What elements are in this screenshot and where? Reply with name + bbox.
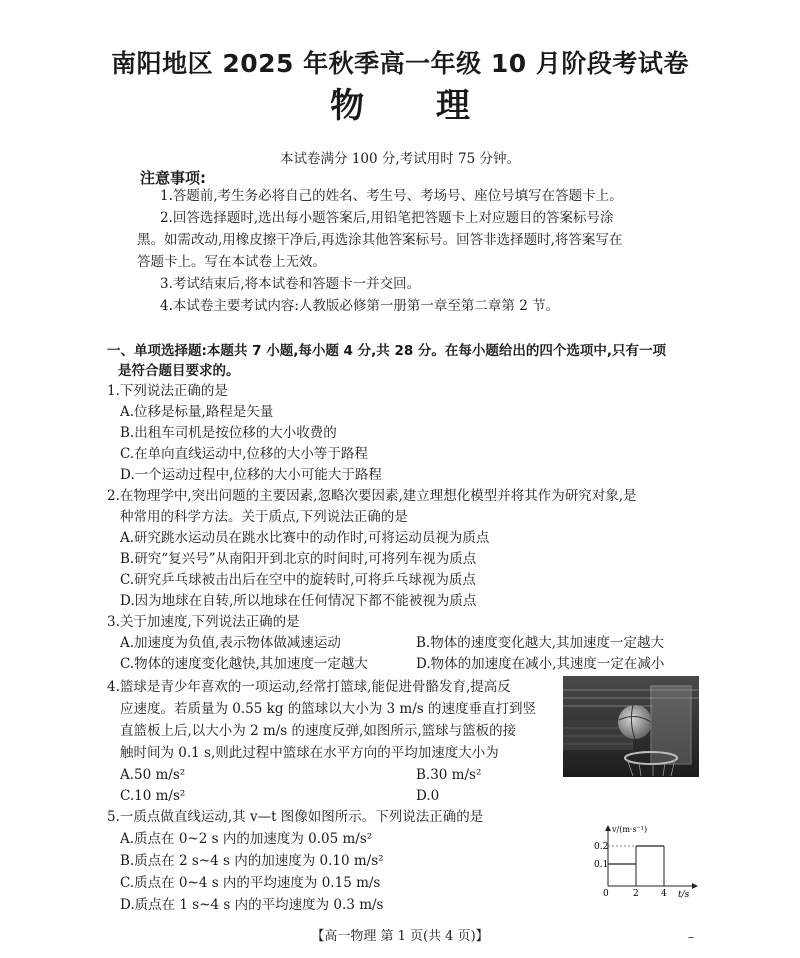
q4-stem-line1: 4.篮球是青少年喜欢的一项运动,经常打篮球,能促进骨骼发育,提高反 <box>107 679 511 695</box>
q5-option-a: A.质点在 0~2 s 内的加速度为 0.05 m/s² <box>120 831 373 847</box>
q4-option-b: B.30 m/s² <box>416 767 482 783</box>
exam-title: 南阳地区 2025 年秋季高一年级 10 月阶段考试卷 <box>111 49 689 78</box>
notice-item-4: 4.本试卷主要考试内容:人教版必修第一册第一章至第二章第 2 节。 <box>160 298 560 314</box>
exam-intro: 本试卷满分 100 分,考试用时 75 分钟。 <box>280 151 520 167</box>
q3-option-c: C.物体的速度变化越快,其加速度一定越大 <box>120 656 368 672</box>
vt-graph-svg <box>594 822 704 898</box>
notice-heading: 注意事项: <box>140 169 206 187</box>
notice-item-2: 2.回答选择题时,选出每小题答案后,用铅笔把答题卡上对应题目的答案标号涂 <box>160 210 614 226</box>
q4-option-d: D.0 <box>416 788 440 804</box>
y-axis-arrow <box>605 825 611 831</box>
q2-option-d: D.因为地球在自转,所以地球在任何情况下都不能被视为质点 <box>120 593 477 609</box>
section-heading-cont: 是符合题目要求的。 <box>118 363 240 379</box>
basketball-photo <box>563 676 699 777</box>
basketball-photo-illustration <box>563 676 699 777</box>
q3-option-d: D.物体的加速度在减小,其速度一定在减小 <box>416 656 665 672</box>
x-tick-4: 4 <box>661 889 667 898</box>
corner-mark: – <box>688 930 694 944</box>
q2-stem-cont: 种常用的科学方法。关于质点,下列说法正确的是 <box>120 509 408 525</box>
q2-stem: 2.在物理学中,突出问题的主要因素,忽略次要因素,建立理想化模型并将其作为研究对象,是 <box>107 488 637 504</box>
x-axis-label: t/s <box>678 890 690 898</box>
vt-graph <box>594 822 704 902</box>
notice-item-3: 3.考试结束后,将本试卷和答题卡一并交回。 <box>160 276 421 292</box>
q4-stem-line4: 触时间为 0.1 s,则此过程中篮球在水平方向的平均加速度大小为 <box>120 745 499 761</box>
q4-stem-line3: 直篮板上后,以大小为 2 m/s 的速度反弹,如图所示,篮球与篮板的接 <box>120 723 517 739</box>
q1-stem: 1.下列说法正确的是 <box>107 383 228 399</box>
q1-option-d: D.一个运动过程中,位移的大小可能大于路程 <box>120 467 382 483</box>
y-axis-label: v/(m·s⁻¹) <box>612 825 648 834</box>
q5-option-b: B.质点在 2 s~4 s 内的加速度为 0.10 m/s² <box>120 853 384 869</box>
y-tick-0-2: 0.2 <box>594 842 609 852</box>
q1-option-a: A.位移是标量,路程是矢量 <box>120 404 274 420</box>
x-tick-2: 2 <box>633 889 639 898</box>
q5-option-c: C.质点在 0~4 s 内的平均速度为 0.15 m/s <box>120 875 381 891</box>
q3-option-b: B.物体的速度变化越大,其加速度一定越大 <box>416 635 665 651</box>
q3-stem: 3.关于加速度,下列说法正确的是 <box>107 614 300 630</box>
subject-title: 物 理 <box>330 86 470 126</box>
q2-option-b: B.研究“复兴号”从南阳开到北京的时间时,可将列车视为质点 <box>120 551 477 567</box>
notice-item-2-cont2: 答题卡上。写在本试卷上无效。 <box>137 254 326 270</box>
q5-stem: 5.一质点做直线运动,其 v—t 图像如图所示。下列说法正确的是 <box>107 809 484 825</box>
y-tick-0-1: 0.1 <box>594 860 609 870</box>
origin-label: 0 <box>603 889 609 898</box>
q4-option-c: C.10 m/s² <box>120 788 186 804</box>
x-axis-arrow <box>692 883 698 889</box>
q5-option-d: D.质点在 1 s~4 s 内的平均速度为 0.3 m/s <box>120 897 384 913</box>
q2-option-a: A.研究跳水运动员在跳水比赛中的动作时,可将运动员视为质点 <box>120 530 490 546</box>
q3-option-a: A.加速度为负值,表示物体做减速运动 <box>120 635 341 651</box>
q2-option-c: C.研究乒乓球被击出后在空中的旋转时,可将乒乓球视为质点 <box>120 572 476 588</box>
notice-item-1: 1.答题前,考生务必将自己的姓名、考生号、考场号、座位号填写在答题卡上。 <box>160 188 623 204</box>
q1-option-b: B.出租车司机是按位移的大小收费的 <box>120 425 337 441</box>
q1-option-c: C.在单向直线运动中,位移的大小等于路程 <box>120 446 368 462</box>
notice-item-2-cont: 黑。如需改动,用橡皮擦干净后,再选涂其他答案标号。回答非选择题时,将答案写在 <box>137 232 623 248</box>
q4-option-a: A.50 m/s² <box>120 767 186 783</box>
q4-stem-line2: 应速度。若质量为 0.55 kg 的篮球以大小为 3 m/s 的速度垂直打到竖 <box>120 701 536 717</box>
page-footer: 【高一物理 第 1 页(共 4 页)】 <box>311 929 489 944</box>
section-heading: 一、单项选择题:本题共 7 小题,每小题 4 分,共 28 分。在每小题给出的四个选项中,只有一项 <box>107 343 667 359</box>
